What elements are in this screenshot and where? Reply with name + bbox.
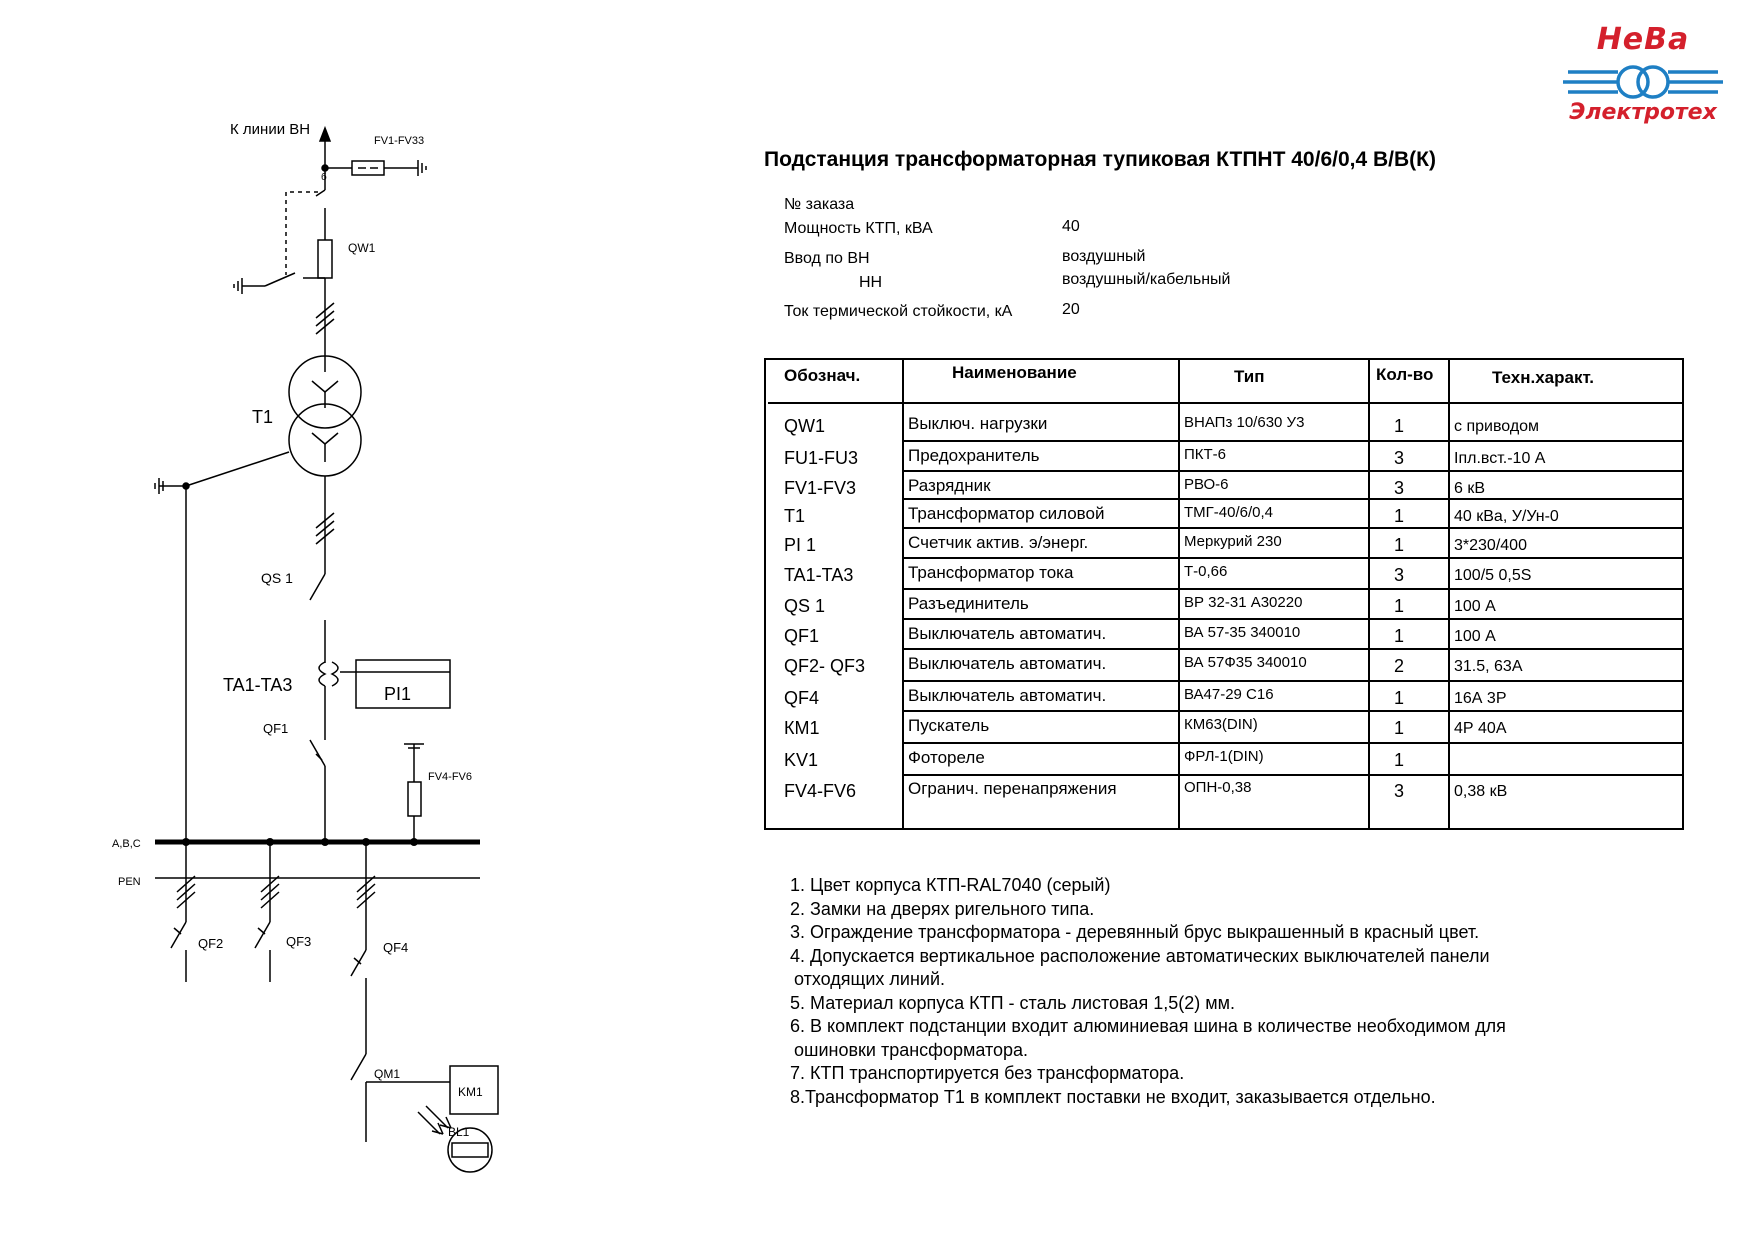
row-divider: [902, 710, 1684, 712]
cell-spec: 100 А: [1454, 598, 1496, 615]
note-item: ошиновки трансформатора.: [794, 1039, 1029, 1060]
cell-qty: 3: [1394, 781, 1405, 801]
cell-spec: 3*230/400: [1454, 537, 1527, 554]
cell-name: Разъединитель: [908, 594, 1029, 613]
label-qf1: QF1: [263, 721, 289, 736]
cell-qty: 3: [1394, 478, 1405, 498]
cell-name: Выключатель автоматич.: [908, 654, 1107, 673]
cell-spec: 31.5, 63А: [1454, 658, 1523, 675]
logo-line-1: НеВа: [1596, 22, 1690, 57]
cell-qty: 1: [1394, 535, 1405, 555]
cell-name: Выключатель автоматич.: [908, 624, 1107, 643]
note-item: 8.Трансформатор Т1 в комплект поставки не входит, заказывается отдельно.: [790, 1086, 1436, 1107]
label-pi1: PI1: [384, 684, 412, 704]
label-node-b: б: [321, 172, 327, 183]
label-bl1: BL1: [448, 1125, 470, 1139]
label-ta: TA1-TA3: [223, 675, 293, 695]
cell-qty: 1: [1394, 626, 1405, 646]
label-fv-top: FV1-FV33: [374, 135, 425, 147]
cell-name: Фотореле: [908, 748, 985, 767]
cell-type: ВА47-29 С16: [1184, 686, 1274, 703]
header-type: Тип: [1234, 367, 1265, 386]
cell-type: ВНАПз 10/630 У3: [1184, 414, 1305, 431]
row-divider: [902, 742, 1684, 744]
cell-spec: 16А 3Р: [1454, 690, 1507, 707]
company-logo: [1548, 22, 1738, 142]
label-qw1: QW1: [348, 241, 376, 255]
cell-qty: 1: [1394, 688, 1405, 708]
notes-list: [790, 874, 1506, 1109]
power-label: Мощность КТП, кВА: [784, 220, 933, 237]
cell-designation: FV4-FV6: [784, 781, 857, 801]
input-lv-label: НН: [859, 274, 883, 291]
note-item: 4. Допускается вертикальное расположение автоматических выключателей панели: [790, 945, 1490, 966]
note-item: отходящих линий.: [794, 969, 945, 989]
fv1-arrester: [352, 161, 384, 175]
cell-type: ПКТ-6: [1184, 446, 1227, 463]
header-spec: Техн.характ.: [1492, 368, 1595, 387]
cell-qty: 1: [1394, 416, 1405, 436]
cell-name: Выключатель автоматич.: [908, 686, 1107, 705]
row-divider: [902, 618, 1684, 620]
cell-designation: KV1: [784, 750, 819, 770]
label-hv-line: К линии ВН: [230, 121, 311, 138]
cell-designation: КМ1: [784, 718, 820, 738]
order-label: № заказа: [784, 196, 855, 213]
cell-name: Счетчик актив. э/энерг.: [908, 533, 1089, 552]
input-label: Ввод по ВН: [784, 250, 870, 267]
fu-fuse: [318, 240, 332, 278]
t1-winding-lv: [289, 404, 361, 476]
cell-designation: QS 1: [784, 596, 826, 616]
input-hv-value: воздушный: [1062, 248, 1146, 265]
cell-spec: 100/5 0,5S: [1454, 567, 1532, 584]
cell-type: ФРЛ-1(DIN): [1184, 748, 1264, 765]
cell-name: Предохранитель: [908, 446, 1040, 465]
cell-spec: 40 кВа, У/Ун-0: [1454, 508, 1559, 525]
label-t1: T1: [252, 407, 274, 427]
cell-qty: 1: [1394, 718, 1405, 738]
note-item: 5. Материал корпуса КТП - сталь листовая 1,5(2) мм.: [790, 992, 1235, 1013]
row-divider: [902, 774, 1684, 776]
cell-type: ВА 57-35 340010: [1184, 624, 1301, 641]
cell-type: ТМГ-40/6/0,4: [1184, 504, 1273, 521]
row-divider: [902, 527, 1684, 529]
label-bus-abc: A,B,C: [112, 838, 141, 850]
cell-type: Т-0,66: [1184, 563, 1228, 580]
cell-designation: FU1-FU3: [784, 448, 859, 468]
cell-qty: 3: [1394, 565, 1405, 585]
cell-spec: 100 А: [1454, 628, 1496, 645]
input-lv-value: воздушный/кабельный: [1062, 271, 1231, 288]
cell-spec: Iпл.вст.-10 А: [1454, 450, 1546, 467]
row-divider: [902, 680, 1684, 682]
fv4-arrester: [408, 782, 421, 816]
logo-line-2: Электротех: [1569, 100, 1717, 125]
cell-type: ВА 57Ф35 340010: [1184, 654, 1307, 671]
power-value: 40: [1062, 218, 1080, 235]
cell-qty: 2: [1394, 656, 1405, 676]
cell-name: Трансформатор тока: [908, 563, 1074, 582]
row-divider: [902, 648, 1684, 650]
note-item: 1. Цвет корпуса КТП-RAL7040 (серый): [790, 875, 1111, 895]
label-bus-pen: PEN: [118, 876, 141, 888]
note-item: 3. Ограждение трансформатора - деревянный брус выкрашенный в красный цвет.: [790, 922, 1480, 942]
cell-spec: 6 кВ: [1454, 480, 1486, 497]
cell-designation: PI 1: [784, 535, 817, 555]
qw1-drive-link: [286, 192, 318, 275]
cell-name: Огранич. перенапряжения: [908, 779, 1117, 798]
cell-qty: 1: [1394, 596, 1405, 616]
label-fv-low: FV4-FV6: [428, 771, 473, 783]
cell-designation: QF1: [784, 626, 820, 646]
cell-name: Пускатель: [908, 716, 990, 735]
row-divider: [902, 498, 1684, 500]
cell-designation: T1: [784, 506, 806, 526]
label-qf3: QF3: [286, 934, 312, 949]
cell-spec: с приводом: [1454, 418, 1540, 435]
row-divider: [902, 557, 1684, 559]
current-label: Ток термической стойкости, кА: [784, 303, 1013, 320]
row-divider: [902, 470, 1684, 472]
note-item: 2. Замки на дверях ригельного типа.: [790, 898, 1095, 919]
cell-spec: 4Р 40А: [1454, 720, 1507, 737]
page-title: Подстанция трансформаторная тупиковая КТПНТ 40/6/0,4 В/В(К): [764, 148, 1436, 171]
row-divider: [902, 440, 1684, 442]
header-name: Наименование: [952, 363, 1077, 382]
label-km1: KM1: [458, 1085, 483, 1099]
cell-designation: QW1: [784, 416, 826, 436]
label-qs1: QS 1: [261, 570, 293, 586]
logo-wave-icon: [1548, 62, 1738, 102]
header-designation: Обознач.: [784, 366, 861, 385]
row-divider: [902, 588, 1684, 590]
cell-type: Меркурий 230: [1184, 533, 1282, 550]
cell-designation: FV1-FV3: [784, 478, 857, 498]
cell-spec: 0,38 кВ: [1454, 783, 1508, 800]
cell-qty: 3: [1394, 448, 1405, 468]
hv-arrow: [320, 128, 330, 141]
single-line-diagram: [0, 0, 520, 1240]
cell-type: КМ63(DIN): [1184, 716, 1258, 733]
cell-designation: TA1-TA3: [784, 565, 854, 585]
label-qf4: QF4: [383, 940, 409, 955]
label-qm1: QM1: [374, 1067, 401, 1081]
cell-name: Выключ. нагрузки: [908, 414, 1048, 433]
cell-type: РВО-6: [1184, 476, 1229, 493]
cell-qty: 1: [1394, 506, 1405, 526]
header-qty: Кол-во: [1376, 365, 1434, 384]
cell-qty: 1: [1394, 750, 1405, 770]
cell-name: Трансформатор силовой: [908, 504, 1105, 523]
cell-designation: QF4: [784, 688, 820, 708]
cell-type: ВР 32-31 А30220: [1184, 594, 1303, 611]
note-item: 7. КТП транспортируется без трансформатора.: [790, 1063, 1185, 1083]
note-item: 6. В комплект подстанции входит алюминиевая шина в количестве необходимом для: [790, 1016, 1506, 1036]
cell-designation: QF2- QF3: [784, 656, 866, 676]
cell-name: Разрядник: [908, 476, 991, 495]
label-qf2: QF2: [198, 936, 224, 951]
spec-table: [764, 358, 1684, 830]
current-value: 20: [1062, 301, 1080, 318]
cell-type: ОПН-0,38: [1184, 779, 1252, 796]
